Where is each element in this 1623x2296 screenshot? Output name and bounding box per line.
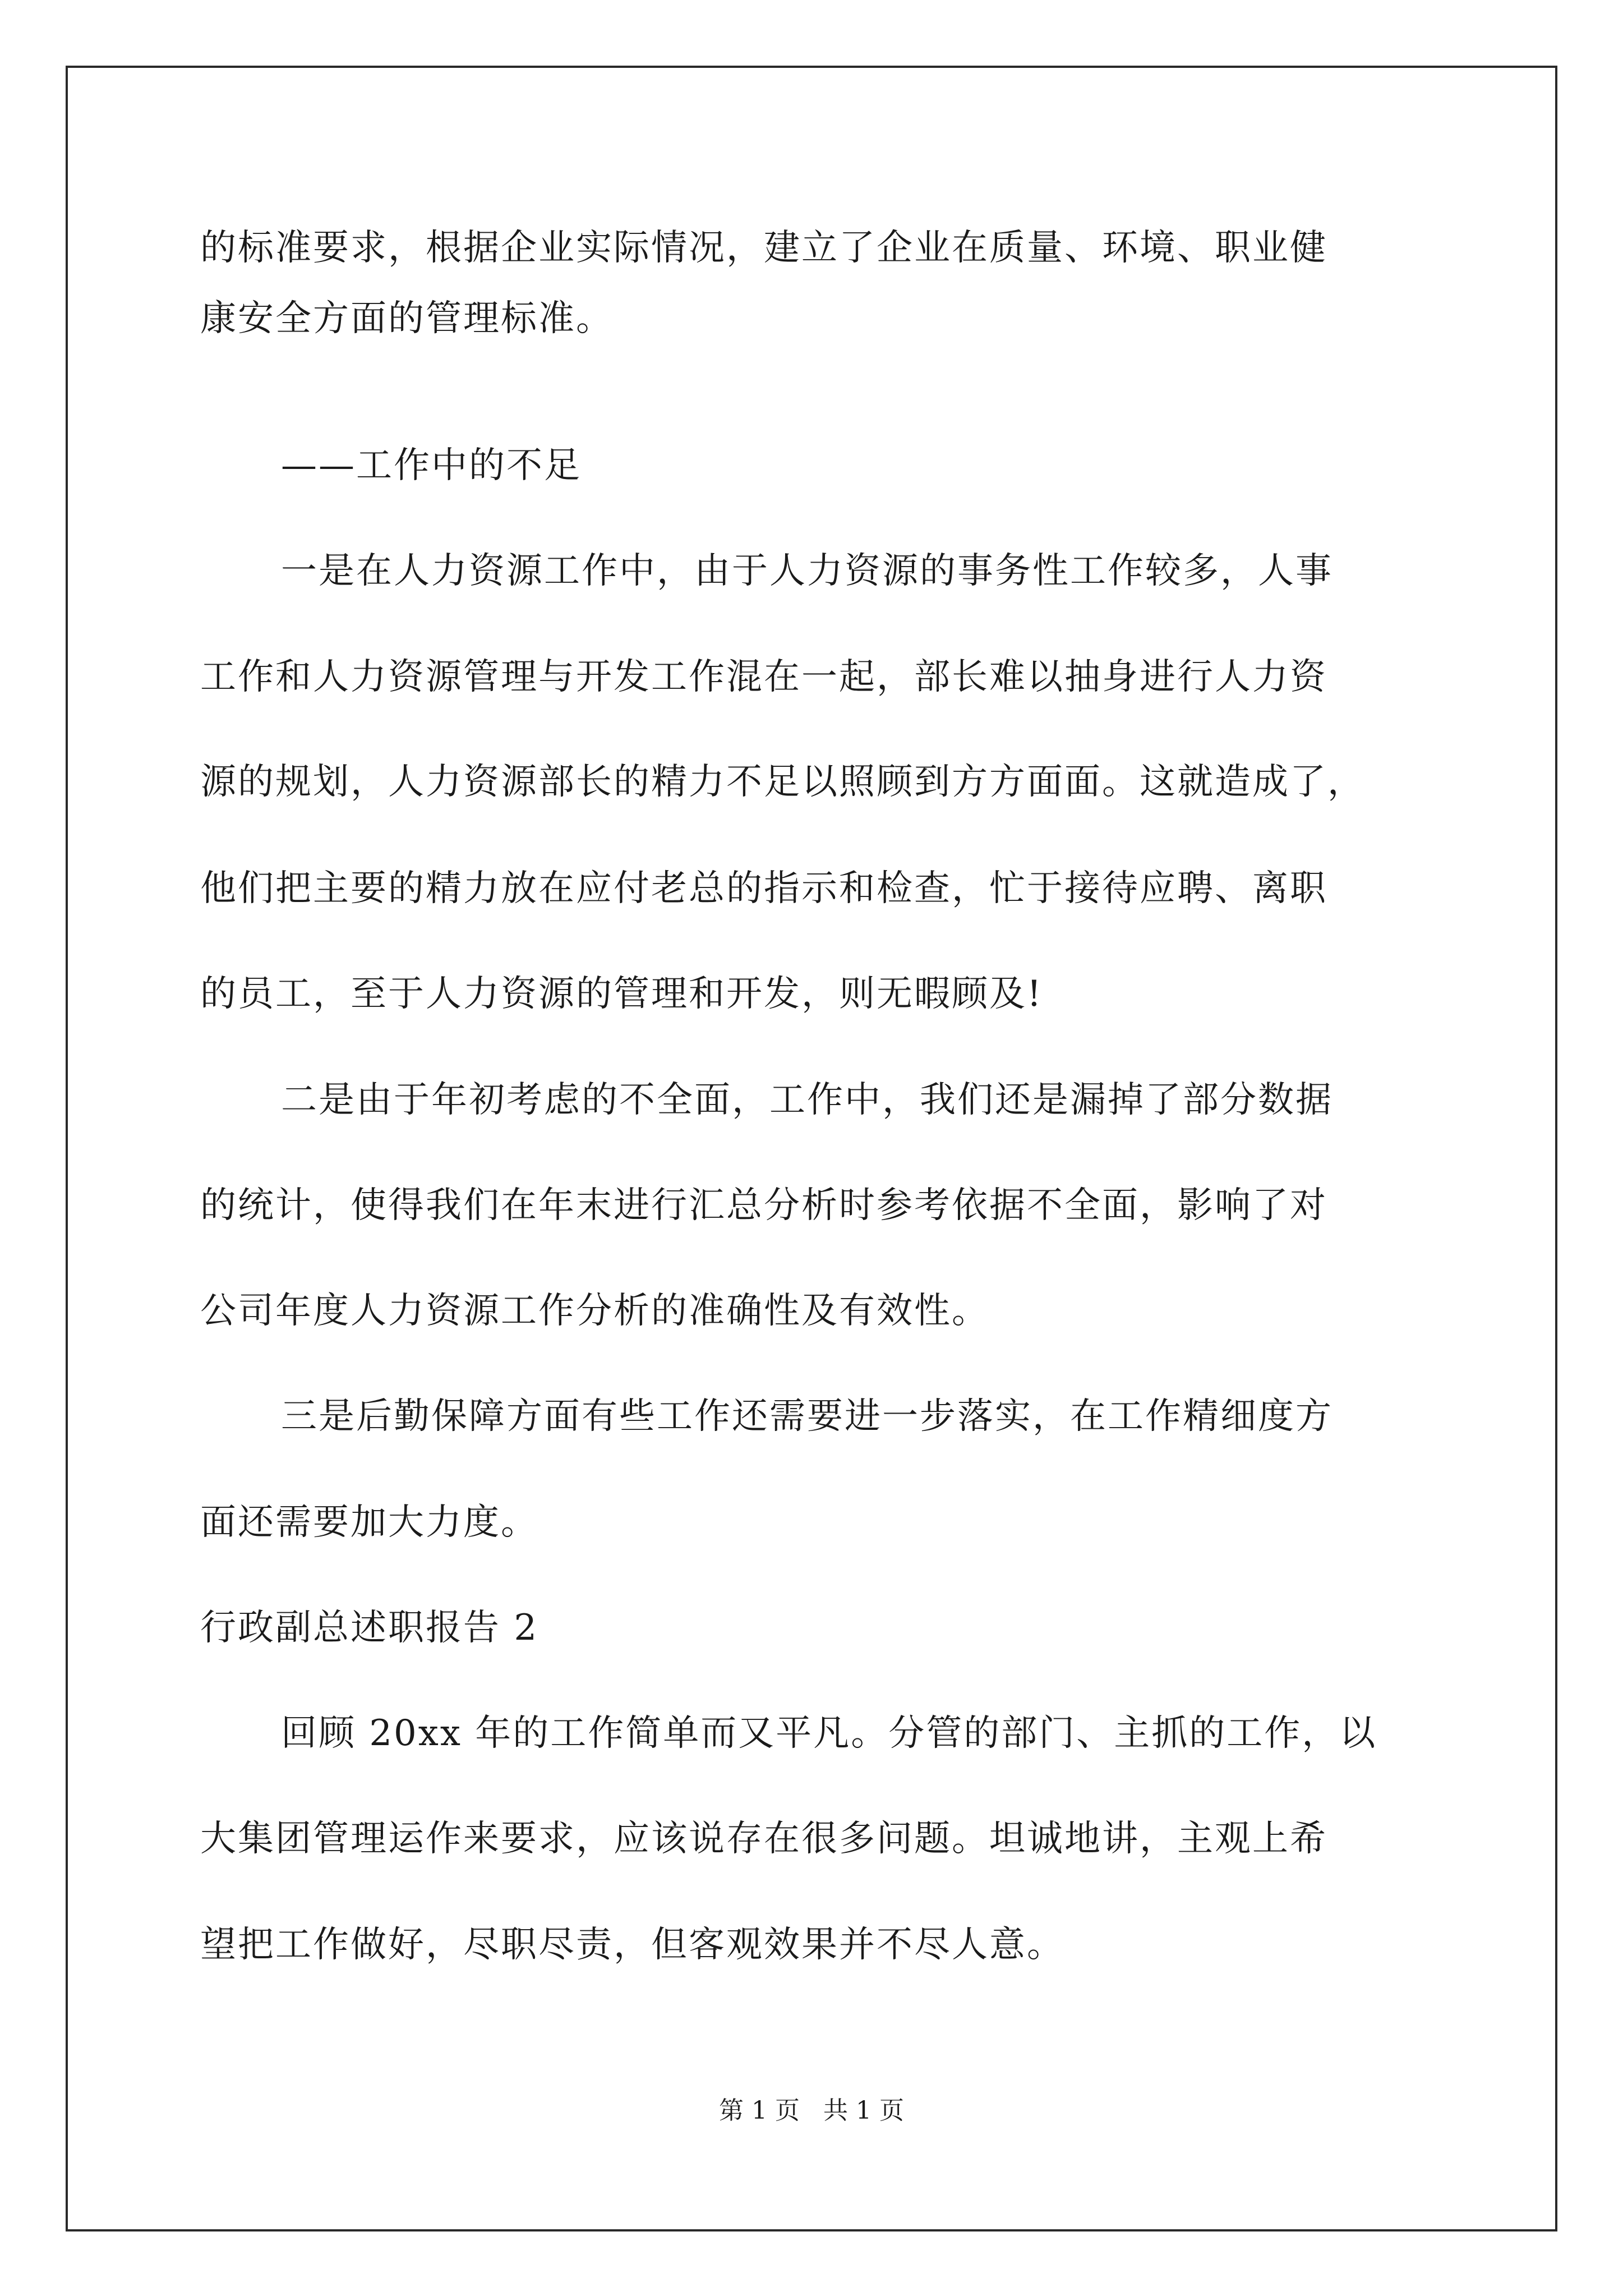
text-line: 望把工作做好，尽职尽责，但客观效果并不尽人意。 [200, 1924, 1064, 1966]
text-line: 他们把主要的精力放在应付老总的指示和检查，忙于接待应聘、离职 [200, 868, 1327, 909]
text-line: 面还需要加大力度。 [200, 1502, 538, 1543]
text-line: 工作和人力资源管理与开发工作混在一起，部长难以抽身进行人力资 [200, 656, 1327, 698]
page-border [66, 66, 1557, 2231]
text-line: 三是后勤保障方面有些工作还需要进一步落实，在工作精细度方 [281, 1396, 1333, 1437]
page-number: 第 1 页 [719, 2096, 800, 2125]
page-footer [0, 2095, 1623, 2127]
text-line: 康安全方面的管理标准。 [200, 298, 614, 339]
section-subheading: ——工作中的不足 [281, 445, 582, 486]
page-total: 共 1 页 [823, 2096, 904, 2125]
text-line: 的统计，使得我们在年末进行汇总分析时参考依据不全面，影响了对 [200, 1185, 1327, 1226]
text-line: 二是由于年初考虑的不全面，工作中，我们还是漏掉了部分数据 [281, 1079, 1333, 1121]
text-line: 大集团管理运作来要求，应该说存在很多问题。坦诚地讲，主观上希 [200, 1818, 1327, 1860]
text-line: 公司年度人力资源工作分析的准确性及有效性。 [200, 1290, 989, 1332]
text-line: 的标准要求，根据企业实际情况，建立了企业在质量、环境、职业健 [200, 227, 1327, 269]
text-line: 回顾 20xx 年的工作简单而又平凡。分管的部门、主抓的工作，以 [281, 1713, 1377, 1754]
text-line: 一是在人力资源工作中，由于人力资源的事务性工作较多，人事 [281, 550, 1333, 592]
text-line: 的员工，至于人力资源的管理和开发，则无暇顾及! [200, 973, 1043, 1015]
text-line: 源的规划，人力资源部长的精力不足以照顾到方方面面。这就造成了， [200, 761, 1365, 803]
section-heading: 行政副总述职报告 2 [200, 1607, 539, 1649]
